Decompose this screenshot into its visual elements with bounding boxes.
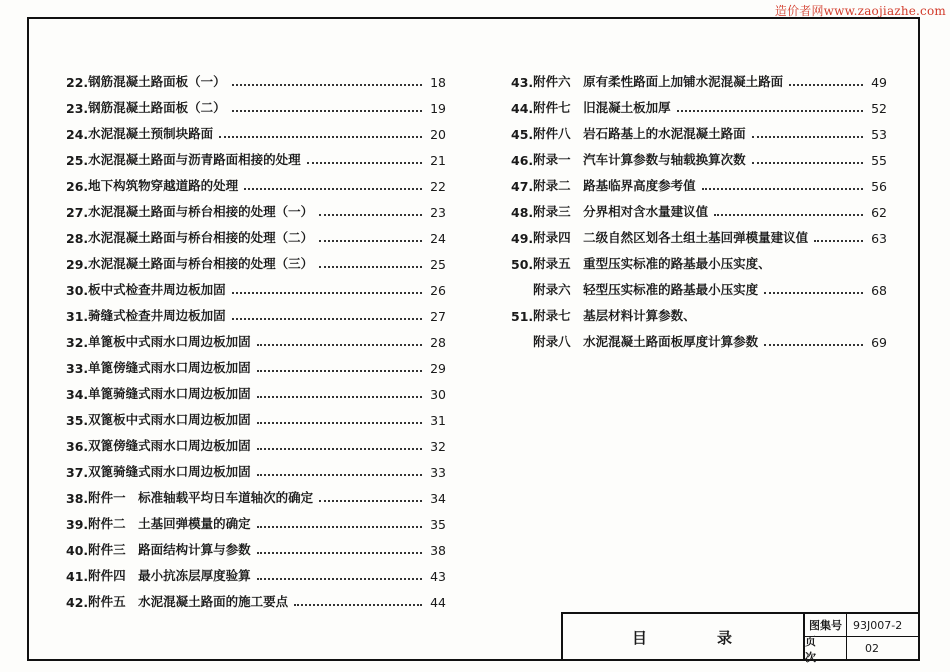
toc-entry-title: 附件一 标准轴载平均日车道轴次的确定 — [88, 490, 314, 505]
toc-entry — [66, 402, 446, 428]
toc-entry-title: 附件六 原有柔性路面上加铺水泥混凝土路面 — [533, 74, 784, 89]
toc-entry-page: 68 — [871, 283, 887, 298]
toc-entry — [511, 194, 887, 220]
toc-entry-page: 30 — [430, 387, 446, 402]
toc-entry-number: 28. — [66, 231, 89, 246]
toc-dot-leader — [232, 110, 422, 112]
toc-entry-page: 56 — [871, 179, 887, 194]
toc-entry — [66, 90, 446, 116]
toc-entry-page: 34 — [430, 491, 446, 506]
toc-entry-number: 32. — [66, 335, 89, 350]
toc-entry-page: 18 — [430, 75, 446, 90]
toc-dot-leader — [319, 240, 422, 242]
toc-right-column — [511, 64, 887, 350]
toc-entry-page: 31 — [430, 413, 446, 428]
toc-entry-title: 骑缝式检查井周边板加固 — [88, 308, 226, 323]
toc-entry-number: 24. — [66, 127, 89, 142]
toc-entry-number: 33. — [66, 361, 89, 376]
toc-dot-leader — [257, 344, 422, 346]
toc-entry-page: 69 — [871, 335, 887, 350]
toc-entry-number: 29. — [66, 257, 89, 272]
toc-entry — [511, 272, 887, 298]
toc-dot-leader — [257, 396, 422, 398]
toc-entry-number: 23. — [66, 101, 89, 116]
toc-entry-page: 38 — [430, 543, 446, 558]
toc-entry-title: 单篦傍缝式雨水口周边板加固 — [88, 360, 251, 375]
toc-dot-leader — [232, 318, 422, 320]
toc-left-column — [66, 64, 446, 610]
toc-dot-leader — [714, 214, 863, 216]
toc-entry-title: 地下构筑物穿越道路的处理 — [88, 178, 239, 193]
toc-dot-leader — [677, 110, 863, 112]
toc-dot-leader — [752, 136, 863, 138]
toc-dot-leader — [232, 84, 422, 86]
toc-entry-title: 附件三 路面结构计算与参数 — [88, 542, 251, 557]
toc-entry-page: 26 — [430, 283, 446, 298]
toc-dot-leader — [307, 162, 422, 164]
toc-dot-leader — [764, 292, 863, 294]
toc-entry-number: 49. — [511, 231, 534, 246]
toc-entry — [66, 454, 446, 480]
toc-entry-page: 28 — [430, 335, 446, 350]
toc-entry — [511, 90, 887, 116]
toc-entry-page: 63 — [871, 231, 887, 246]
toc-entry-page: 32 — [430, 439, 446, 454]
page-number-value: 02 — [865, 642, 879, 655]
toc-entry — [511, 168, 887, 194]
toc-dot-leader — [319, 500, 422, 502]
toc-entry — [511, 142, 887, 168]
toc-entry-number: 47. — [511, 179, 534, 194]
toc-entry-number: 48. — [511, 205, 534, 220]
toc-entry-page: 49 — [871, 75, 887, 90]
toc-entry-title: 附录三 分界相对含水量建议值 — [533, 204, 709, 219]
document-title — [563, 614, 803, 660]
toc-entry-page: 43 — [430, 569, 446, 584]
toc-entry — [66, 506, 446, 532]
toc-entry-page: 52 — [871, 101, 887, 116]
toc-entry — [66, 428, 446, 454]
atlas-number-label: 图集号 — [805, 614, 847, 637]
toc-entry-page: 27 — [430, 309, 446, 324]
toc-entry — [66, 558, 446, 584]
toc-entry-title: 单篦骑缝式雨水口周边板加固 — [88, 386, 251, 401]
toc-entry — [66, 376, 446, 402]
toc-entry — [66, 64, 446, 90]
toc-entry-page: 35 — [430, 517, 446, 532]
watermark-text: 造价者网www.zaojiazhe.com — [774, 4, 946, 18]
toc-entry-number: 39. — [66, 517, 89, 532]
toc-entry — [66, 142, 446, 168]
toc-entry — [66, 584, 446, 610]
toc-entry-title: 附录六 轻型压实标准的路基最小压实度 — [533, 282, 759, 297]
toc-dot-leader — [257, 552, 422, 554]
toc-entry — [66, 480, 446, 506]
toc-entry — [66, 194, 446, 220]
toc-entry — [66, 246, 446, 272]
atlas-number-value: 93J007-2 — [847, 614, 919, 637]
toc-entry-title: 单篦板中式雨水口周边板加固 — [88, 334, 251, 349]
toc-entry — [511, 246, 887, 272]
toc-entry-page: 22 — [430, 179, 446, 194]
toc-entry — [66, 324, 446, 350]
toc-entry — [66, 272, 446, 298]
title-block — [561, 612, 919, 664]
toc-entry — [66, 350, 446, 376]
toc-entry-title: 水泥混凝土路面与桥台相接的处理（三） — [88, 256, 314, 271]
toc-entry-number: 34. — [66, 387, 89, 402]
toc-entry-page: 21 — [430, 153, 446, 168]
toc-entry-page: 55 — [871, 153, 887, 168]
toc-entry-number: 26. — [66, 179, 89, 194]
toc-entry-number: 31. — [66, 309, 89, 324]
toc-entry-title: 板中式检查井周边板加固 — [88, 282, 226, 297]
toc-dot-leader — [752, 162, 863, 164]
toc-entry-page: 24 — [430, 231, 446, 246]
toc-entry-number: 30. — [66, 283, 89, 298]
toc-entry-title: 双篦傍缝式雨水口周边板加固 — [88, 438, 251, 453]
toc-entry-page: 62 — [871, 205, 887, 220]
toc-entry-page: 29 — [430, 361, 446, 376]
toc-dot-leader — [257, 448, 422, 450]
page-number-label: 页 次 — [805, 637, 847, 660]
toc-entry-number: 40. — [66, 543, 89, 558]
toc-dot-leader — [294, 604, 422, 606]
toc-entry-title: 附件五 水泥混凝土路面的施工要点 — [88, 594, 289, 609]
toc-entry-number: 43. — [511, 75, 534, 90]
toc-entry-title: 双篦骑缝式雨水口周边板加固 — [88, 464, 251, 479]
toc-entry — [511, 220, 887, 246]
toc-entry-title: 附录八 水泥混凝土路面板厚度计算参数 — [533, 334, 759, 349]
toc-entry-number: 51. — [511, 309, 534, 324]
toc-dot-leader — [789, 84, 863, 86]
toc-entry-page: 33 — [430, 465, 446, 480]
toc-entry-number: 42. — [66, 595, 89, 610]
toc-entry-page: 23 — [430, 205, 446, 220]
toc-entry-number: 35. — [66, 413, 89, 428]
toc-entry-title: 附件八 岩石路基上的水泥混凝土路面 — [533, 126, 746, 141]
toc-entry-title: 水泥混凝土路面与桥台相接的处理（二） — [88, 230, 314, 245]
toc-entry — [66, 220, 446, 246]
toc-entry-title: 附件二 土基回弹模量的确定 — [88, 516, 251, 531]
title-char-2: 录 — [717, 628, 735, 647]
toc-entry-title: 附录五 重型压实标准的路基最小压实度、 — [533, 256, 771, 271]
toc-dot-leader — [319, 266, 422, 268]
toc-dot-leader — [232, 292, 422, 294]
toc-dot-leader — [319, 214, 422, 216]
toc-entry-title: 水泥混凝土预制块路面 — [88, 126, 214, 141]
toc-dot-leader — [219, 136, 422, 138]
toc-entry-page: 44 — [430, 595, 446, 610]
toc-dot-leader — [244, 188, 422, 190]
toc-dot-leader — [257, 370, 422, 372]
toc-entry-number: 41. — [66, 569, 89, 584]
toc-entry — [66, 168, 446, 194]
toc-entry-number: 27. — [66, 205, 89, 220]
toc-entry-title: 钢筋混凝土路面板（一） — [88, 74, 226, 89]
toc-dot-leader — [702, 188, 863, 190]
toc-entry — [511, 324, 887, 350]
toc-entry-title: 双篦板中式雨水口周边板加固 — [88, 412, 251, 427]
toc-entry — [66, 298, 446, 324]
toc-entry — [511, 298, 887, 324]
toc-entry — [511, 64, 887, 90]
title-block-grid — [803, 614, 919, 664]
toc-entry-title: 钢筋混凝土路面板（二） — [88, 100, 226, 115]
toc-entry-page: 20 — [430, 127, 446, 142]
toc-entry — [66, 532, 446, 558]
toc-entry-number: 25. — [66, 153, 89, 168]
toc-entry-title: 附录四 二级自然区划各土组土基回弹模量建议值 — [533, 230, 809, 245]
toc-entry-number: 38. — [66, 491, 89, 506]
toc-entry-number: 44. — [511, 101, 534, 116]
toc-entry-page: 25 — [430, 257, 446, 272]
toc-entry-title: 附录七 基层材料计算参数、 — [533, 308, 696, 323]
toc-entry-number: 46. — [511, 153, 534, 168]
toc-dot-leader — [764, 344, 863, 346]
toc-dot-leader — [257, 526, 422, 528]
toc-entry-page: 19 — [430, 101, 446, 116]
toc-entry-number: 22. — [66, 75, 89, 90]
toc-dot-leader — [814, 240, 863, 242]
title-char-1: 目 — [631, 628, 649, 647]
toc-entry-title: 附录二 路基临界高度参考值 — [533, 178, 696, 193]
toc-entry-page: 53 — [871, 127, 887, 142]
toc-entry-title: 附件七 旧混凝土板加厚 — [533, 100, 671, 115]
toc-entry-title: 水泥混凝土路面与沥青路面相接的处理 — [88, 152, 301, 167]
toc-dot-leader — [257, 474, 422, 476]
toc-dot-leader — [257, 578, 422, 580]
toc-entry-title: 附录一 汽车计算参数与轴载换算次数 — [533, 152, 746, 167]
toc-entry — [511, 116, 887, 142]
toc-entry-number: 50. — [511, 257, 534, 272]
toc-entry-title: 水泥混凝土路面与桥台相接的处理（一） — [88, 204, 314, 219]
toc-entry-title: 附件四 最小抗冻层厚度验算 — [88, 568, 251, 583]
toc-entry-number: 36. — [66, 439, 89, 454]
toc-dot-leader — [257, 422, 422, 424]
toc-entry-number: 37. — [66, 465, 89, 480]
toc-entry — [66, 116, 446, 142]
toc-entry-number: 45. — [511, 127, 534, 142]
